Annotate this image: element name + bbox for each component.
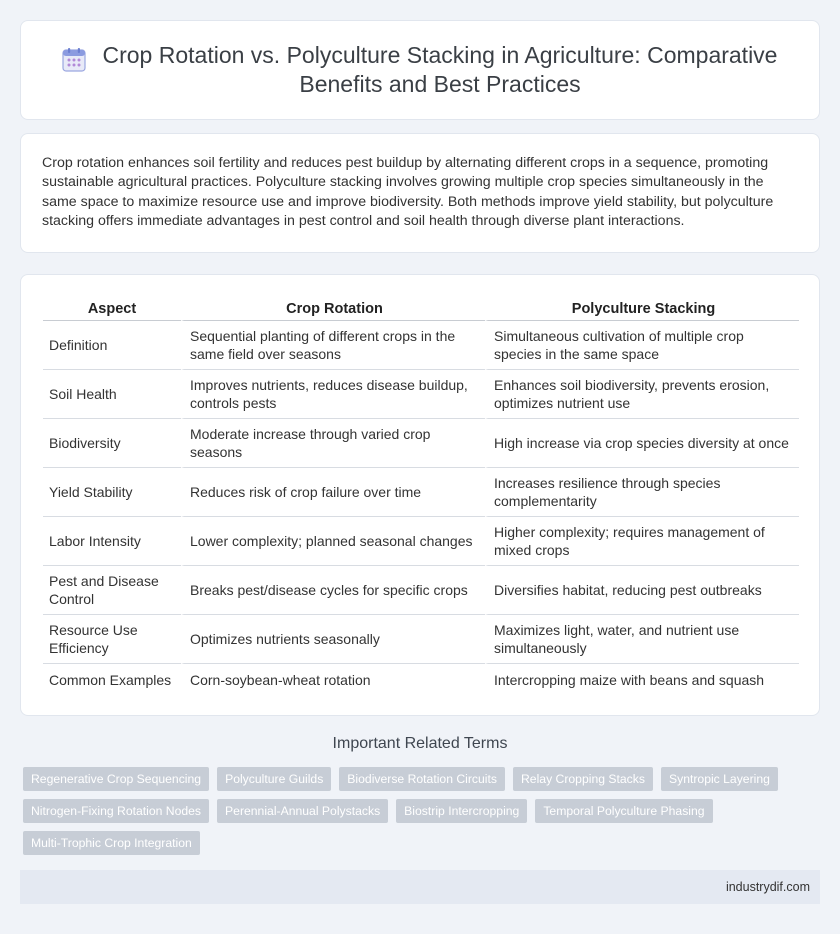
aspect-cell: Labor Intensity	[43, 517, 181, 566]
related-term-tag[interactable]: Syntropic Layering	[661, 767, 778, 791]
table-row	[43, 664, 799, 695]
polyculture-cell: Diversifies habitat, reducing pest outbreaks	[485, 566, 799, 615]
related-terms-title: Important Related Terms	[332, 735, 508, 752]
table-header-row	[43, 297, 799, 321]
crop-rotation-cell: Improves nutrients, reduces disease buildup, controls pests	[181, 370, 485, 419]
table-row	[43, 615, 799, 664]
related-term-tag[interactable]: Perennial-Annual Polystacks	[217, 799, 388, 823]
intro-card	[20, 133, 820, 253]
related-term-tag[interactable]: Relay Cropping Stacks	[513, 767, 653, 791]
polyculture-cell: Higher complexity; requires management of mixed crops	[485, 517, 799, 566]
aspect-cell: Biodiversity	[43, 419, 181, 468]
intro-paragraph: Crop rotation enhances soil fertility and reduces pest buildup by alternating different crops in a sequence, promoting sustainable agricultural practices. Polyculture stacking involves growing multiple crop species simultaneously in the same space to maximize resource use and improve biodiversity. Both methods improve yield stability, but polyculture stacking offers immediate advantages in pest control and soil health through diverse plant interactions.	[42, 155, 774, 229]
related-term-tag[interactable]: Temporal Polyculture Phasing	[535, 799, 712, 823]
polyculture-cell: Increases resilience through species complementarity	[485, 468, 799, 517]
crop-rotation-cell: Lower complexity; planned seasonal changes	[181, 517, 485, 566]
aspect-cell: Resource Use Efficiency	[43, 615, 181, 664]
aspect-cell: Common Examples	[49, 671, 172, 688]
column-header-aspect: Aspect	[43, 297, 181, 321]
polyculture-cell: High increase via crop species diversity at once	[485, 419, 799, 468]
column-header-crop-rotation: Crop Rotation	[181, 297, 485, 321]
title-card	[20, 20, 820, 120]
related-term-tag[interactable]: Regenerative Crop Sequencing	[23, 767, 209, 791]
page-title: Crop Rotation vs. Polyculture Stacking in Agriculture: Comparative Benefits and Best Practices	[102, 42, 778, 97]
related-terms-tags	[23, 767, 813, 855]
polyculture-cell: Enhances soil biodiversity, prevents erosion, optimizes nutrient use	[485, 370, 799, 419]
aspect-cell: Definition	[43, 321, 181, 370]
title-wrap	[61, 41, 779, 99]
footer-site-link[interactable]: industrydif.com	[725, 880, 810, 894]
table-row	[43, 321, 799, 370]
polyculture-cell: Simultaneous cultivation of multiple crop species in the same space	[485, 321, 799, 370]
crop-rotation-cell: Sequential planting of different crops in the same field over seasons	[181, 321, 485, 370]
aspect-cell: Pest and Disease Control	[43, 566, 181, 615]
table-row	[43, 566, 799, 615]
table-row	[43, 419, 799, 468]
table-row	[43, 517, 799, 566]
comparison-table-card	[20, 274, 820, 716]
comparison-table	[43, 297, 799, 695]
aspect-cell: Yield Stability	[43, 468, 181, 517]
related-term-tag[interactable]: Biodiverse Rotation Circuits	[339, 767, 505, 791]
crop-rotation-cell: Breaks pest/disease cycles for specific crops	[181, 566, 485, 615]
crop-rotation-cell: Optimizes nutrients seasonally	[181, 615, 485, 664]
related-term-tag[interactable]: Multi-Trophic Crop Integration	[23, 831, 200, 855]
crop-rotation-cell: Corn-soybean-wheat rotation	[181, 664, 485, 695]
polyculture-cell: Maximizes light, water, and nutrient use simultaneously	[485, 615, 799, 664]
related-term-tag[interactable]: Biostrip Intercropping	[396, 799, 527, 823]
related-term-tag[interactable]: Nitrogen-Fixing Rotation Nodes	[23, 799, 209, 823]
table-row	[43, 370, 799, 419]
aspect-cell: Soil Health	[43, 370, 181, 419]
related-term-tag[interactable]: Polyculture Guilds	[217, 767, 331, 791]
crop-rotation-cell: Reduces risk of crop failure over time	[181, 468, 485, 517]
crop-rotation-cell: Moderate increase through varied crop seasons	[181, 419, 485, 468]
column-header-polyculture-stacking: Polyculture Stacking	[485, 297, 799, 321]
table-row	[43, 468, 799, 517]
calendar-grid-icon	[61, 47, 87, 73]
footer	[20, 870, 820, 904]
polyculture-cell: Intercropping maize with beans and squash	[485, 664, 799, 695]
